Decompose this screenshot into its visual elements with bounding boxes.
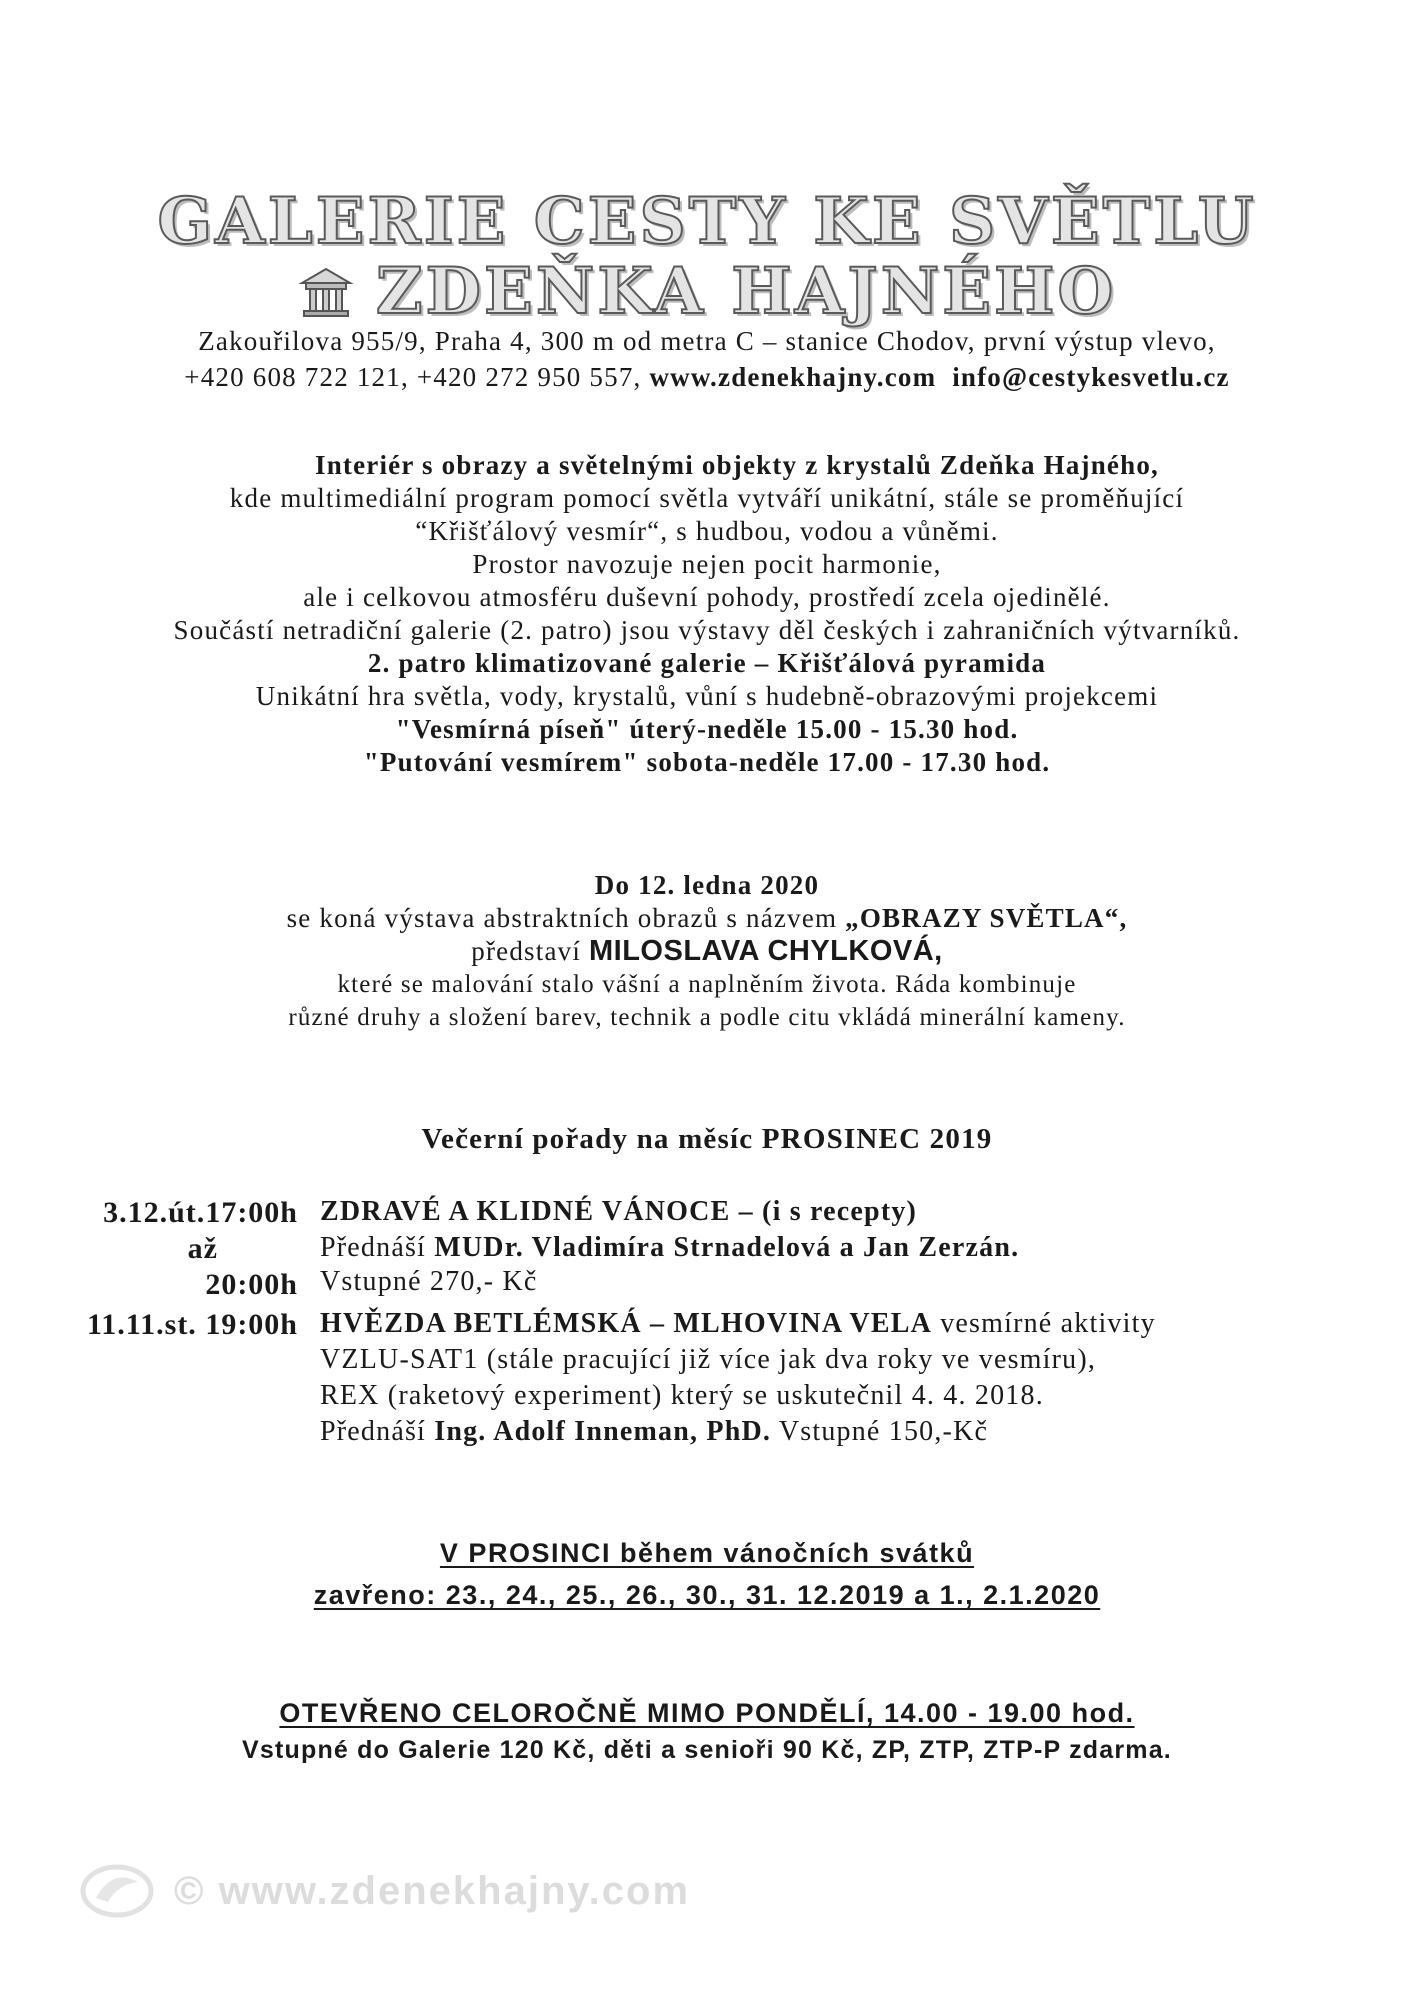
admission-prices: Vstupné do Galerie 120 Kč, děti a senioři 90 Kč, ZP, ZTP, ZTP-P zdarma. xyxy=(242,1736,1172,1764)
event-1-speaker: MUDr. Vladimíra Strnadelová a Jan Zerzán. xyxy=(434,1232,1020,1263)
intro-text: ale i celkovou atmosféru duševní pohody, prostředí zcela ojedinělé. xyxy=(303,582,1111,612)
artist-line xyxy=(0,935,1414,968)
phone-numbers: +420 608 722 121, +420 272 950 557, xyxy=(184,362,642,392)
event-1-datetime xyxy=(103,1196,298,1230)
show-schedule: "Vesmírná píseň" úterý-neděle 15.00 - 15.30 hod. xyxy=(395,714,1019,744)
exhibition-section xyxy=(0,869,1414,1034)
title-line-1: GALERIE CESTY KE SVĚTLU xyxy=(157,184,1257,259)
intro-text: “Křišťálový vesmír“, s hudbou, vodou a vůněmi. xyxy=(415,516,999,546)
contact-line xyxy=(0,362,1414,393)
event-2-datetime xyxy=(87,1308,298,1342)
intro-text: Unikátní hra světla, vody, krystalů, vůní s hudebně-obrazovými projekcemi xyxy=(255,681,1159,711)
exhibition-date: Do 12. ledna 2020 xyxy=(594,870,820,900)
intro-text: Součástí netradiční galerie (2. patro) jsou výstavy děl českých i zahraničních výtvarníků. xyxy=(173,615,1241,645)
opening-hours-text: OTEVŘENO CELOROČNĚ MIMO PONDĚLÍ, 14.00 - 19.00 hod. xyxy=(279,1698,1135,1728)
closure-notice-1 xyxy=(0,1538,1414,1569)
title-line-2: ZDEŇKA HAJNÉHO xyxy=(375,254,1117,329)
event-date: 11.11.st. xyxy=(86,1308,197,1341)
event-2-title-suffix: vesmírné aktivity xyxy=(932,1308,1156,1339)
artist-intro: představí xyxy=(471,936,589,966)
event-2-title: HVĚZDA BETLÉMSKÁ – MLHOVINA VELA xyxy=(320,1308,932,1339)
speaker-prefix: Přednáší xyxy=(320,1232,435,1263)
exhibition-line xyxy=(0,902,1414,935)
event-2-title-line xyxy=(320,1308,1156,1340)
event-2-text: VZLU-SAT1 (stále pracující již více jak dva roky ve vesmíru), xyxy=(320,1344,1097,1375)
closure-dates: zavřeno: 23., 24., 25., 26., 30., 31. 12.2019 a 1., 2.1.2020 xyxy=(313,1580,1101,1610)
event-2-speaker: Ing. Adolf Inneman, PhD. xyxy=(434,1416,772,1447)
exhibition-intro: se koná výstava abstraktních obrazů s názvem xyxy=(286,903,846,933)
exhibition-title: „OBRAZY SVĚTLA“, xyxy=(845,903,1128,933)
events-heading-text: Večerní pořady na měsíc PROSINEC 2019 xyxy=(421,1123,993,1155)
event-1-title: ZDRAVÉ A KLIDNÉ VÁNOCE – (i s recepty) xyxy=(320,1196,918,1227)
closure-heading: V PROSINCI během vánočních svátků xyxy=(439,1538,975,1568)
speaker-prefix: Přednáší xyxy=(320,1416,435,1447)
exhibition-text: různé druhy a složení barev, technik a podle citu vkládá minerální kameny. xyxy=(288,1004,1126,1031)
event-2-speaker-line xyxy=(320,1416,988,1448)
event-1-end-time: 20:00h xyxy=(205,1268,298,1301)
gallery-logo-icon xyxy=(298,267,354,317)
watermark-text: © www.zdenekhajny.com xyxy=(174,1868,691,1913)
event-time: 19:00h xyxy=(205,1308,298,1341)
event-2-price: Vstupné 150,-Kč xyxy=(771,1416,989,1447)
email-link[interactable]: info@cestykesvetlu.cz xyxy=(952,362,1230,392)
artist-name: MILOSLAVA CHYLKOVÁ, xyxy=(589,935,943,967)
event-1-price: Vstupné 270,- Kč xyxy=(320,1266,538,1297)
event-date: 3.12.út. xyxy=(103,1196,206,1229)
closure-notice-2 xyxy=(0,1580,1414,1611)
show-schedule: "Putování vesmírem" sobota-neděle 17.00 - 17.30 hod. xyxy=(363,747,1051,777)
event-2-text: REX (raketový experiment) který se uskutečnil 4. 4. 2018. xyxy=(320,1380,1044,1411)
event-1-speaker-line xyxy=(320,1232,1019,1264)
intro-text: Prostor navozuje nejen pocit harmonie, xyxy=(472,549,942,579)
address-line: Zakouřilova 955/9, Praha 4, 300 m od metra C – stanice Chodov, první výstup vlevo, xyxy=(198,326,1216,356)
watermark xyxy=(78,1862,690,1920)
intro-section xyxy=(0,449,1414,779)
intro-heading: Interiér s obrazy a světelnými objekty z krystalů Zdeňka Hajného, xyxy=(315,450,1159,480)
title-line-2-wrap xyxy=(298,254,1117,329)
watermark-logo-icon xyxy=(78,1862,156,1920)
website-link[interactable]: www.zdenekhajny.com xyxy=(649,362,937,392)
intro-text: kde multimediální program pomocí světla vytváří unikátní, stále se proměňující xyxy=(229,483,1185,513)
opening-hours xyxy=(0,1698,1414,1729)
gallery-title xyxy=(0,184,1414,329)
event-time: 17:00h xyxy=(205,1196,298,1229)
events-heading xyxy=(0,1123,1414,1156)
pyramid-heading: 2. patro klimatizované galerie – Křišťálová pyramida xyxy=(367,648,1047,678)
event-1-until: až xyxy=(187,1232,218,1265)
exhibition-text: které se malování stalo vášní a naplněním života. Ráda kombinuje xyxy=(337,971,1077,998)
